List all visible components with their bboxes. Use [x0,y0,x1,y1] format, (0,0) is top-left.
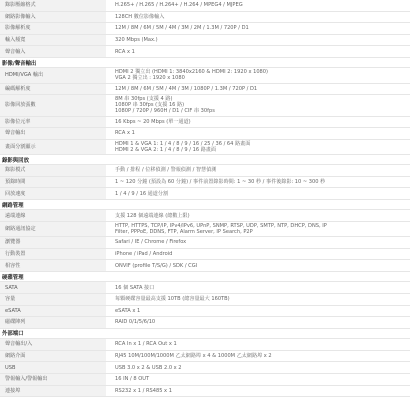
spec-value [106,0,410,11]
spec-label: 回放速度 [0,188,106,199]
spec-label: 聲音輸出/入 [0,339,106,350]
spec-value [106,249,410,260]
spec-value [106,84,410,95]
spec-label: 錄影模式 [0,165,106,176]
spec-value [106,294,410,305]
spec-value-line: 16 IN / 8 OUT [115,376,150,383]
spec-row [0,351,410,363]
spec-value [106,210,410,221]
spec-value-line: Filter, PPPoE, DDNS, FTP, Alarm Server, IP Search, P2P [115,229,253,236]
spec-label: 瀏覽器 [0,237,106,248]
spec-label: 編碼解析度 [0,84,106,95]
spec-value [106,374,410,385]
spec-value [106,282,410,293]
spec-value [106,12,410,23]
spec-value-line: ONVIF (profile T/S/G) / SDK / CGI [115,262,198,269]
spec-value [106,222,410,236]
spec-label: 連接埠 [0,386,106,397]
section-heading: 網路管理 [0,200,410,210]
spec-label: 影像解析度 [0,23,106,34]
spec-value [106,386,410,397]
spec-label: 影像位元率 [0,117,106,128]
section-heading: 外部端口 [0,329,410,339]
spec-label: 警報輸入/警報輸出 [0,374,106,385]
spec-value [106,128,410,139]
spec-label: 影像回放張數 [0,95,106,115]
spec-value-line: eSATA x 1 [115,307,141,314]
spec-value [106,35,410,46]
section-heading: 影像/聲音輸出 [0,58,410,68]
spec-row [0,46,410,58]
spec-row [0,84,410,96]
spec-value-line: RS232 x 1 / RS485 x 1 [115,387,172,394]
spec-value [106,46,410,57]
spec-value-line: RCA x 1 [115,48,135,55]
spec-value-line: 16 個 SATA 接口 [115,284,155,291]
spec-value [106,362,410,373]
spec-value-line: H.265+ / H.265 / H.264+ / H.264 / MPEG4 / MJPEG [115,2,243,9]
spec-row [0,306,410,318]
spec-value-line: HTTP, HTTPS, TCP/IP, IPv4/IPv6, UPnP, SNMP, RTSP, UDP, SMTP, NTP, DHCP, DNS, IP [115,222,327,229]
spec-value-line: 1080P / 720P / 960H / D1 / CIF 串 30fps [115,108,215,115]
spec-row [0,128,410,140]
spec-value [106,317,410,328]
spec-row [0,177,410,189]
spec-value-line: 1 / 4 / 9 / 16 通道分割 [115,190,169,197]
spec-value [106,188,410,199]
spec-label: 聲音輸入 [0,46,106,57]
spec-row [0,317,410,329]
spec-value-line: 12M / 8M / 6M / 5M / 4M / 3M / 1080P / 1.3M / 720P / D1 [115,85,258,92]
section-heading: 錄影與回放 [0,155,410,165]
spec-value [106,68,410,82]
spec-value [106,260,410,271]
spec-value-line: 支援 128 個遠端連線 (總數上限) [115,212,190,219]
spec-label: 遠端連線 [0,210,106,221]
spec-value-line: RAID 0/1/5/6/10 [115,319,156,326]
spec-row [0,260,410,272]
spec-value [106,237,410,248]
spec-value [106,306,410,317]
spec-row [0,23,410,35]
spec-row [0,68,410,83]
spec-value [106,165,410,176]
spec-label: 預錄時間 [0,177,106,188]
spec-row [0,95,410,116]
spec-value [106,140,410,154]
spec-value-line: VGA 2 獨立出 : 1920 x 1080 [115,75,185,82]
spec-value [106,23,410,34]
spec-label: 相容性 [0,260,106,271]
spec-value-line: RJ45 10M/100M/1000M 乙太網路埠 x 4 & 1000M 乙太網路埠 x 2 [115,352,272,359]
spec-value-line: 8M 串 30fps (支援 4 路) [115,96,173,103]
spec-label: 行動裝置 [0,249,106,260]
spec-label: 容量 [0,294,106,305]
spec-value-line: USB 3.0 x 2 & USB 2.0 x 2 [115,364,182,371]
spec-value-line: HDMI 2 & VGA 2: 1 / 4 / 8 / 9 / 16 路畫面 [115,146,216,153]
spec-row [0,165,410,177]
section-heading: 硬碟管理 [0,272,410,282]
spec-value-line: HDMI 1 & VGA 1: 1 / 4 / 8 / 9 / 16 / 25 / 36 / 64 路畫面 [115,140,251,147]
spec-value-line: HDMI 2 獨立出 (HDMI 1: 3840x2160 & HDMI 2: 1920 x 1080) [115,69,269,76]
spec-label: 網路通訊協定 [0,222,106,236]
spec-row [0,282,410,294]
spec-label: 聲音輸出 [0,128,106,139]
spec-row [0,386,410,398]
spec-label: 網路介面 [0,351,106,362]
spec-value-line: 1080P 串 30fps (支援 16 路) [115,102,185,109]
spec-row [0,35,410,47]
spec-row [0,374,410,386]
spec-label: HDMI/VGA 輸出 [0,68,106,82]
spec-value-line: RCA In x 1 / RCA Out x 1 [115,341,177,348]
spec-value-line: iPhone / iPad / Android [115,251,173,258]
spec-label: 磁碟陣列 [0,317,106,328]
spec-row [0,117,410,129]
spec-row [0,0,410,12]
spec-value-line: 手動 / 排程 / 位移偵測 / 警報偵測 / 智慧偵測 [115,167,217,174]
spec-value-line: 12M / 8M / 6M / 5M / 4M / 3M / 2M / 1.3M / 720P / D1 [115,25,249,32]
spec-row [0,210,410,222]
spec-label: SATA [0,282,106,293]
spec-value [106,339,410,350]
spec-label: eSATA [0,306,106,317]
spec-row [0,237,410,249]
spec-value-line: 128CH 數位影像輸入 [115,13,165,20]
spec-value-line: 每顆硬碟容量最高支援 10TB (總容量最大 160TB) [115,296,230,303]
spec-value [106,351,410,362]
spec-label: 網路影像輸入 [0,12,106,23]
spec-row [0,339,410,351]
spec-value-line: Safari / IE / Chrome / Firefox [115,239,187,246]
spec-value [106,95,410,115]
spec-value-line: 320 Mbps (Max.) [115,36,158,43]
spec-row [0,222,410,237]
spec-row [0,362,410,374]
spec-value-line: 16 Kbps ~ 20 Mbps (單一通道) [115,118,191,125]
spec-value [106,117,410,128]
spec-row [0,249,410,261]
spec-row [0,140,410,155]
spec-value [106,177,410,188]
spec-row [0,12,410,24]
spec-value-line: RCA x 1 [115,130,135,137]
spec-row [0,188,410,200]
spec-value-line: 1 ~ 120 分鐘 (預設為 60 分鐘) / 事件前置錄影時間: 1 ~ 30 秒 / 事件後錄影: 10 ~ 300 秒 [115,179,326,186]
spec-label: 輸入頻寬 [0,35,106,46]
spec-label: 畫面分割顯示 [0,140,106,154]
spec-row [0,294,410,306]
spec-label: USB [0,362,106,373]
spec-label: 錄影壓縮格式 [0,0,106,11]
